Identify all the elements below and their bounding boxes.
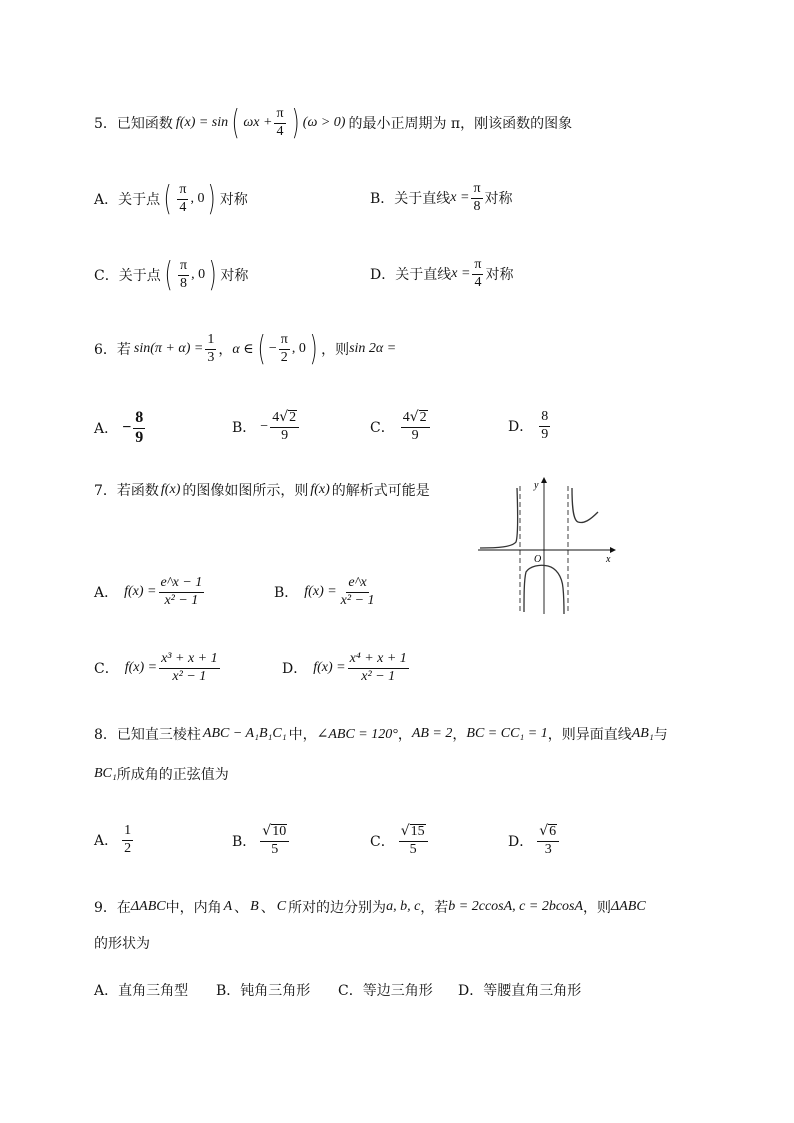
q6-option-a[interactable]: A． − $\frac{8}{9}$ xyxy=(94,409,144,446)
q5-option-a[interactable]: A．关于点 ( $\frac{\pi}{4}$ , 0 ) 对称 xyxy=(94,179,248,219)
x-axis-arrow xyxy=(610,547,616,553)
q7-stem: 7． 若函数 f(x) 的图像如图所示，则 f(x) 的解析式可能是 xyxy=(94,482,430,499)
q7-option-a[interactable]: A． f(x) = $\frac{e\^{}x - 1}{\text{x² − 1}}$ xyxy=(94,575,203,608)
q6-number: 6． xyxy=(94,342,117,358)
q9-option-a[interactable]: A．直角三角型 xyxy=(94,983,189,999)
q5-omx: ωx + xyxy=(243,115,273,130)
q7-function-graph xyxy=(478,476,618,616)
q7-option-b[interactable]: B． f(x) = $\frac{e\^{}x}{\text{x² − 1}}$ xyxy=(274,575,375,608)
x-axis-label: x xyxy=(606,554,611,565)
q9-option-b[interactable]: B．钝角三角形 xyxy=(216,983,311,999)
q8-stem-line2: BC₁ 所成角的正弦值为 xyxy=(94,766,229,783)
origin-label: O xyxy=(534,554,542,565)
curve-right-branch xyxy=(572,488,598,523)
q5-option-b[interactable]: B．关于直线 x = $\frac{\pi}{8}$ 对称 xyxy=(370,181,513,214)
q5-number: 5． xyxy=(94,116,117,132)
q5-option-c[interactable]: C．关于点 ( $\frac{\pi}{8}$ , 0 ) 对称 xyxy=(94,255,249,295)
q8-option-c[interactable]: C． √ 15 5 xyxy=(370,824,430,857)
y-axis-label: y xyxy=(534,480,539,491)
q8-option-b[interactable]: B． √ 10 5 xyxy=(232,824,291,857)
q5-lparen: ( xyxy=(231,103,240,143)
q9-option-d[interactable]: D．等腰直角三角形 xyxy=(458,983,582,999)
q6-option-c[interactable]: C． 4 √ 2 9 xyxy=(370,410,432,443)
q5-fx: f(x) = sin xyxy=(175,115,229,130)
q8-number: 8． xyxy=(94,727,117,743)
q7-number: 7． xyxy=(94,483,117,499)
q5-option-d[interactable]: D．关于直线 x = $\frac{\pi}{4}$ 对称 xyxy=(370,257,514,290)
q5-frac: $\frac{\pi}{4}$ xyxy=(276,105,284,139)
q8-option-d[interactable]: D． √ 6 3 xyxy=(508,824,561,857)
q6-expr: sin(π + α) = xyxy=(133,341,204,356)
q8-stem-line1: 8． 已知直三棱柱 ABC − A₁B₁C₁ 中， ∠ABC = 120° ， AB = 2 ， BC = CC₁ = 1 ，则异面直线 AB₁ 与 xyxy=(94,726,668,743)
q5-rparen: ) xyxy=(291,103,300,143)
q5-cond: (ω > 0) xyxy=(302,115,346,130)
q6-option-b[interactable]: B． − 4 √ 2 9 xyxy=(232,410,301,443)
curve-left-branch xyxy=(480,488,518,548)
q8-option-a[interactable]: A． $\frac{1}{2}$ xyxy=(94,823,132,856)
q5-post: 的最小正周期为 π，刚该函数的图象 xyxy=(348,116,573,132)
q7-option-c[interactable]: C． f(x) = $\frac{\text{x³ + x + 1}}{\text{x² − 1}}$ xyxy=(94,651,218,684)
q7-option-d[interactable]: D． f(x) = $\frac{\text{x⁴ + x + 1}}{\text{x² − 1}}$ xyxy=(282,651,407,684)
q9-stem-line2: 的形状为 xyxy=(94,936,150,952)
q9-option-c[interactable]: C．等边三角形 xyxy=(338,983,433,999)
q5-stem xyxy=(94,103,573,143)
q6-option-d[interactable]: D． $\frac{8}{9}$ xyxy=(508,409,549,442)
q6-stem: 6． 若 sin(π + α) = $\frac{1}{3}$ ， α ∈ ( − $\frac{\pi}{2}$ , 0 ) ，则 sin 2α = xyxy=(94,329,397,369)
y-axis-arrow xyxy=(541,477,547,483)
q5-pre: 已知函数 xyxy=(116,116,173,132)
q9-number: 9． xyxy=(94,900,117,916)
q9-stem-line1: 9． 在 ΔABC 中，内角 A 、 B 、 C 所对的边分别为 a, b, c ，若 b = 2ccosA, c = 2bcosA ，则 ΔABC xyxy=(94,899,646,916)
